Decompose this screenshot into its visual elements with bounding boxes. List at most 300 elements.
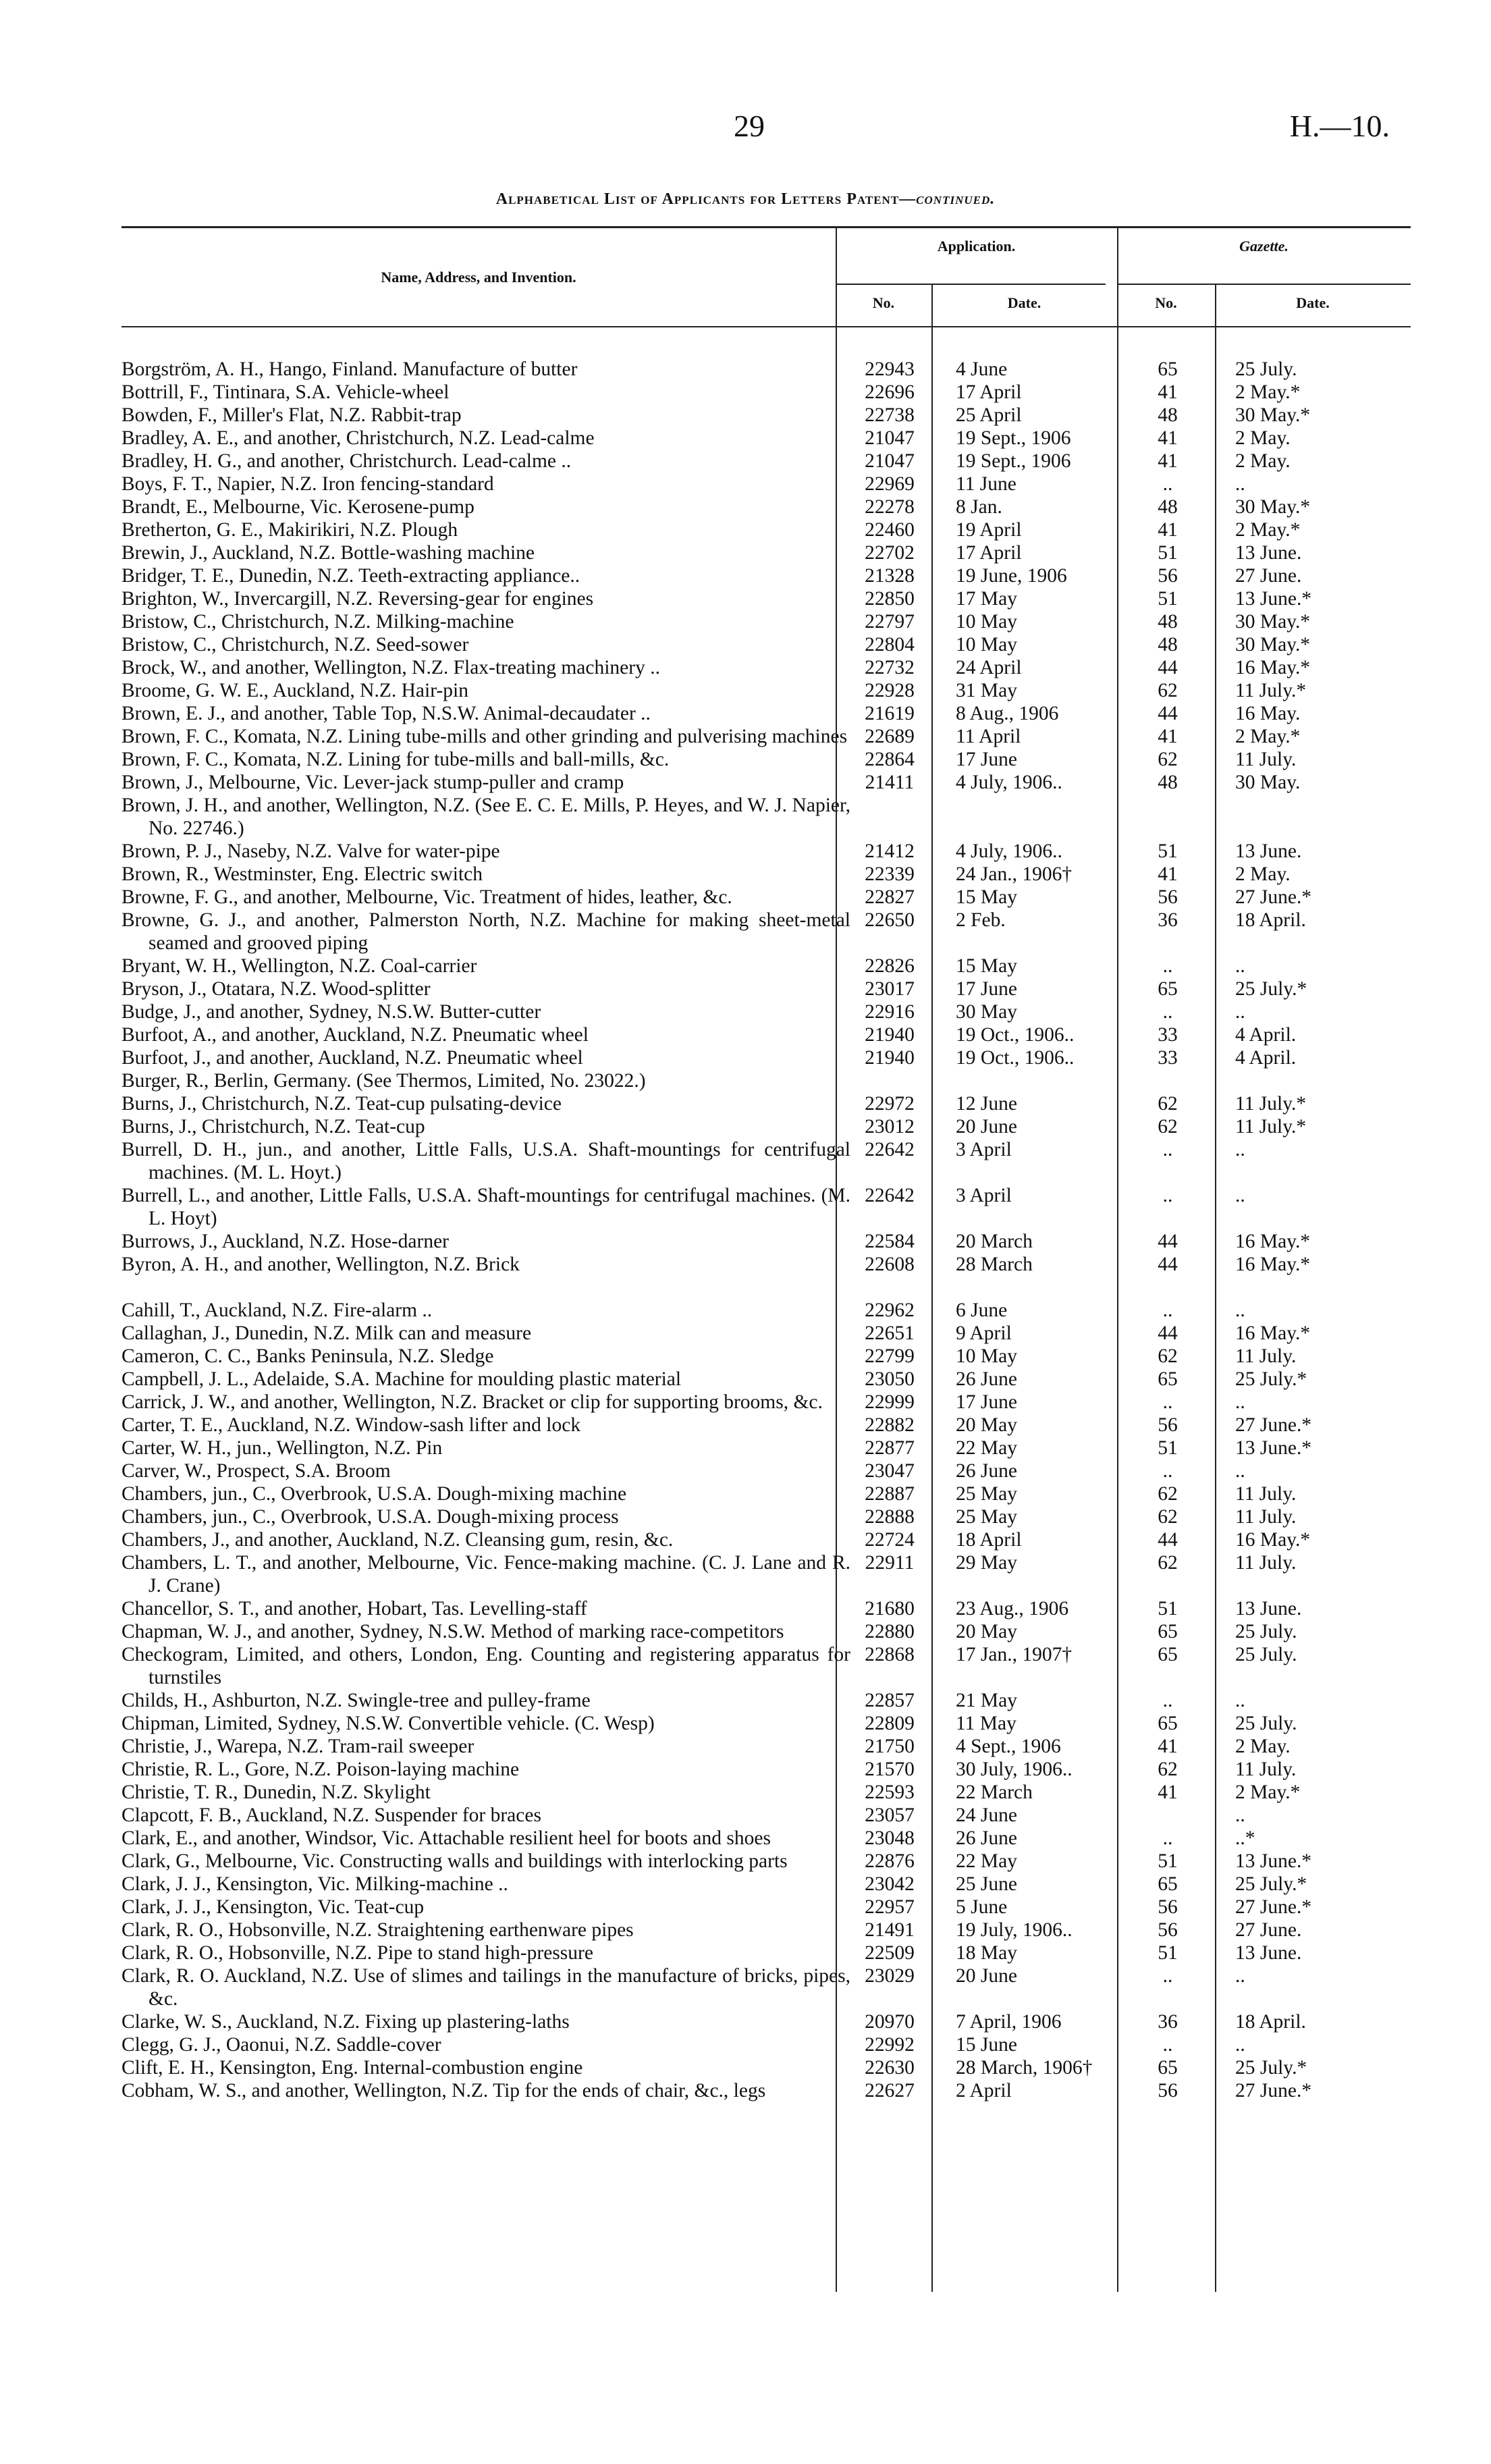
- table-row: [121, 450, 1411, 473]
- table-row: [121, 1092, 1411, 1115]
- gazette-number: 56: [1158, 1919, 1178, 1941]
- gazette-date: ..: [1235, 2034, 1245, 2056]
- header-application-date: Date.: [1007, 294, 1041, 311]
- application-number: 22992: [865, 2034, 915, 2056]
- application-number: 22738: [865, 404, 915, 426]
- application-date: 19 Oct., 1906..: [956, 1047, 1075, 1069]
- table-row: [121, 863, 1411, 886]
- gazette-date: 2 May.: [1235, 1736, 1291, 1757]
- gazette-date: 16 May.*: [1235, 1529, 1311, 1551]
- applicant-entry: Cobham, W. S., and another, Wellington, N.Z. Tip for the ends of chair, &c., legs: [121, 2080, 766, 2101]
- applicant-entry: Clark, G., Melbourne, Vic. Constructing walls and buildings with interlocking parts: [121, 1850, 788, 1872]
- application-number: 22857: [865, 1690, 915, 1711]
- application-date: 19 April: [956, 519, 1022, 541]
- table-row: [121, 633, 1411, 656]
- application-number: 22584: [865, 1231, 915, 1252]
- gazette-number: 48: [1158, 772, 1178, 793]
- application-number: 22278: [865, 496, 915, 518]
- applicant-entry: Clark, R. O., Hobsonville, N.Z. Straightening earthenware pipes: [121, 1919, 634, 1941]
- application-date: 20 June: [956, 1965, 1017, 1987]
- table-row: [121, 1551, 1411, 1597]
- application-number: 21412: [865, 840, 915, 862]
- application-number: 22957: [865, 1896, 915, 1918]
- applicant-entry: Brown, R., Westminster, Eng. Electric switch: [121, 863, 483, 885]
- gazette-date: 2 May.: [1235, 427, 1291, 449]
- application-date: 24 June: [956, 1804, 1017, 1826]
- application-number: 22999: [865, 1391, 915, 1413]
- table-row: [121, 610, 1411, 633]
- application-number: 21047: [865, 450, 915, 472]
- applicant-entry: Chambers, L. T., and another, Melbourne, Vic. Fence-making machine. (C. J. Lane and R. J. Crane): [121, 1552, 850, 1597]
- application-number: 23050: [865, 1368, 915, 1390]
- applicant-entry: Bristow, C., Christchurch, N.Z. Seed-sower: [121, 634, 469, 655]
- gazette-number: 41: [1158, 519, 1178, 541]
- table-row: [121, 564, 1411, 587]
- applicant-entry: Clift, E. H., Kensington, Eng. Internal-combustion engine: [121, 2057, 583, 2079]
- applicant-entry: Burns, J., Christchurch, N.Z. Teat-cup: [121, 1116, 425, 1137]
- application-date: 31 May: [956, 680, 1017, 701]
- application-number: 22732: [865, 657, 915, 678]
- gazette-date: 30 May.: [1235, 772, 1301, 793]
- gazette-date: ..*: [1235, 1827, 1255, 1849]
- application-date: 24 April: [956, 657, 1022, 678]
- header-application-no: No.: [872, 294, 895, 311]
- application-number: 22962: [865, 1300, 915, 1321]
- table-row: [121, 1758, 1411, 1781]
- applicant-entry: Brown, E. J., and another, Table Top, N.S.W. Animal-decaudater ..: [121, 703, 651, 724]
- applicant-entry: Carrick, J. W., and another, Wellington, N.Z. Bracket or clip for supporting brooms, &c.: [121, 1391, 823, 1413]
- applicant-entry: Clarke, W. S., Auckland, N.Z. Fixing up plastering-laths: [121, 2011, 570, 2033]
- gazette-number: ..: [1162, 1690, 1173, 1711]
- applicant-entry: Burrell, L., and another, Little Falls, U.S.A. Shaft-mountings for centrifugal machines. (M. L. Hoyt): [121, 1185, 850, 1229]
- application-number: 22876: [865, 1850, 915, 1872]
- table-row: [121, 496, 1411, 518]
- applicant-entry: Brown, F. C., Komata, N.Z. Lining tube-mills and other grinding and pulverising machines: [121, 726, 848, 747]
- application-number: 23042: [865, 1873, 915, 1895]
- table-row: [121, 1964, 1411, 2010]
- application-number: 22887: [865, 1483, 915, 1505]
- gazette-date: 2 May.*: [1235, 519, 1301, 541]
- applicant-entry: Clapcott, F. B., Auckland, N.Z. Suspender for braces: [121, 1804, 541, 1826]
- header-top-rule: [121, 226, 1411, 228]
- table-row: [121, 1459, 1411, 1482]
- gazette-date: 25 July.*: [1235, 978, 1307, 1000]
- application-number: 22724: [865, 1529, 915, 1551]
- application-number: 22877: [865, 1437, 915, 1459]
- applicant-entry: Burfoot, J., and another, Auckland, N.Z. Pneumatic wheel: [121, 1047, 583, 1069]
- applicant-entry: Browne, G. J., and another, Palmerston North, N.Z. Machine for making sheet-metal seamed and grooved piping: [121, 909, 850, 954]
- table-row: [121, 1046, 1411, 1069]
- gazette-number: 65: [1158, 2057, 1178, 2079]
- applicant-entry: Christie, J., Warepa, N.Z. Tram-rail sweeper: [121, 1736, 475, 1757]
- application-date: 15 June: [956, 2034, 1017, 2056]
- gazette-date: 2 May.*: [1235, 381, 1301, 403]
- applicant-entry: Clark, R. O., Hobsonville, N.Z. Pipe to stand high-pressure: [121, 1942, 593, 1964]
- application-number: 22969: [865, 473, 915, 495]
- applicant-entry: Borgström, A. H., Hango, Finland. Manufacture of butter: [121, 358, 578, 380]
- gazette-number: 48: [1158, 404, 1178, 426]
- applicant-entry: Clark, R. O. Auckland, N.Z. Use of slimes and tailings in the manufacture of bricks, pipes, &c.: [121, 1965, 850, 2010]
- application-date: 30 May: [956, 1001, 1017, 1023]
- gazette-date: 2 May.*: [1235, 726, 1301, 747]
- table-row: [121, 1804, 1411, 1827]
- application-number: 22804: [865, 634, 915, 655]
- gazette-date: 25 July.: [1235, 1621, 1297, 1642]
- application-date: 6 June: [956, 1300, 1008, 1321]
- table-row: [121, 2033, 1411, 2056]
- application-number: 22702: [865, 542, 915, 564]
- gazette-number: 56: [1158, 886, 1178, 908]
- application-date: 17 May: [956, 588, 1017, 610]
- application-number: 23029: [865, 1965, 915, 1987]
- header-rule-gazette: [1117, 284, 1411, 285]
- application-date: 19 Sept., 1906: [956, 450, 1071, 472]
- application-number: 21940: [865, 1024, 915, 1046]
- applicant-entry: Chambers, J., and another, Auckland, N.Z. Cleansing gum, resin, &c.: [121, 1529, 674, 1551]
- table-row: [121, 381, 1411, 404]
- gazette-date: 25 July.*: [1235, 2057, 1307, 2079]
- gazette-date: 16 May.*: [1235, 657, 1311, 678]
- gazette-date: ..: [1235, 1804, 1245, 1826]
- gazette-date: 30 May.*: [1235, 611, 1311, 633]
- gazette-date: 13 June.: [1235, 542, 1302, 564]
- gazette-number: 44: [1158, 1529, 1178, 1551]
- gazette-number: 56: [1158, 2080, 1178, 2101]
- gazette-date: 25 July.: [1235, 358, 1297, 380]
- application-date: 25 June: [956, 1873, 1017, 1895]
- gazette-date: ..: [1235, 1185, 1245, 1206]
- table-row: [121, 955, 1411, 977]
- table-row: [121, 748, 1411, 771]
- table-row: [121, 1482, 1411, 1505]
- applicant-entry: Cahill, T., Auckland, N.Z. Fire-alarm ..: [121, 1300, 433, 1321]
- gazette-number: 41: [1158, 1736, 1178, 1757]
- application-date: 26 June: [956, 1827, 1017, 1849]
- gazette-date: 11 July.: [1235, 1345, 1297, 1367]
- applicant-entry: Brock, W., and another, Wellington, N.Z. Flax-treating machinery ..: [121, 657, 660, 678]
- gazette-date: ..: [1235, 1391, 1245, 1413]
- applicant-entry: Brandt, E., Melbourne, Vic. Kerosene-pump: [121, 496, 475, 518]
- gazette-date: 2 May.: [1235, 450, 1291, 472]
- gazette-number: ..: [1162, 1300, 1173, 1321]
- gazette-date: 11 July.: [1235, 1552, 1297, 1574]
- gazette-date: ..: [1235, 1300, 1245, 1321]
- gazette-number: 51: [1158, 542, 1178, 564]
- application-date: 3 April: [956, 1185, 1012, 1206]
- applicant-entry: Brighton, W., Invercargill, N.Z. Reversing-gear for engines: [121, 588, 594, 610]
- applicant-entry: Chambers, jun., C., Overbrook, U.S.A. Dough-mixing process: [121, 1506, 619, 1528]
- gazette-date: ..: [1235, 1965, 1245, 1987]
- table-row: [121, 1781, 1411, 1804]
- applicant-entry: Bryant, W. H., Wellington, N.Z. Coal-carrier: [121, 955, 477, 977]
- application-date: 10 May: [956, 1345, 1017, 1367]
- table-row: [121, 427, 1411, 450]
- gazette-number: 44: [1158, 1322, 1178, 1344]
- gazette-date: 27 June.: [1235, 565, 1302, 587]
- application-number: 22850: [865, 588, 915, 610]
- gazette-number: ..: [1162, 1965, 1173, 1987]
- applicant-entry: Bristow, C., Christchurch, N.Z. Milking-machine: [121, 611, 514, 633]
- gazette-date: 11 July.*: [1235, 1116, 1307, 1137]
- application-date: 19 June, 1906: [956, 565, 1067, 587]
- gazette-date: ..: [1235, 1690, 1245, 1711]
- header-gazette: Gazette.: [1239, 238, 1289, 255]
- application-date: 20 May: [956, 1621, 1017, 1642]
- gazette-number: 62: [1158, 1116, 1178, 1137]
- gazette-number: 62: [1158, 1345, 1178, 1367]
- applicant-entry: Chancellor, S. T., and another, Hobart, Tas. Levelling-staff: [121, 1598, 587, 1619]
- applicant-entry: Burfoot, A., and another, Auckland, N.Z. Pneumatic wheel: [121, 1024, 589, 1046]
- application-number: 21047: [865, 427, 915, 449]
- application-number: 22689: [865, 726, 915, 747]
- application-date: 28 March: [956, 1254, 1033, 1275]
- gazette-number: 41: [1158, 450, 1178, 472]
- table-row: [121, 473, 1411, 496]
- applicant-entry: Bridger, T. E., Dunedin, N.Z. Teeth-extracting appliance..: [121, 565, 580, 587]
- gazette-number: 56: [1158, 1414, 1178, 1436]
- table-row: [121, 1689, 1411, 1712]
- gazette-date: 2 May.: [1235, 863, 1291, 885]
- gazette-number: 51: [1158, 1942, 1178, 1964]
- list-title: [0, 190, 1491, 209]
- gazette-number: 65: [1158, 1644, 1178, 1665]
- applicant-entry: Chapman, W. J., and another, Sydney, N.S.W. Method of marking race-competitors: [121, 1621, 784, 1642]
- gazette-number: 48: [1158, 496, 1178, 518]
- application-number: 22650: [865, 909, 915, 931]
- gazette-number: 51: [1158, 1598, 1178, 1619]
- application-date: 25 May: [956, 1483, 1017, 1505]
- gazette-date: 4 April.: [1235, 1024, 1297, 1046]
- gazette-date: ..: [1235, 955, 1245, 977]
- application-date: 18 April: [956, 1529, 1022, 1551]
- application-number: 21940: [865, 1047, 915, 1069]
- gazette-number: 41: [1158, 381, 1178, 403]
- application-date: 22 May: [956, 1437, 1017, 1459]
- table-row: [121, 1643, 1411, 1689]
- table-row: [121, 1414, 1411, 1437]
- application-number: 22827: [865, 886, 915, 908]
- application-date: 12 June: [956, 1093, 1017, 1115]
- application-number: 22460: [865, 519, 915, 541]
- gazette-date: 13 June.: [1235, 1598, 1302, 1619]
- application-date: 25 May: [956, 1506, 1017, 1528]
- gazette-date: 13 June.*: [1235, 1850, 1312, 1872]
- table-row: [121, 1620, 1411, 1643]
- applicant-list: [121, 358, 1411, 2102]
- application-number: 21411: [865, 772, 915, 793]
- applicant-entry: Bradley, A. E., and another, Christchurch, N.Z. Lead-calme: [121, 427, 595, 449]
- header-gazette-date: Date.: [1296, 294, 1330, 311]
- gazette-number: ..: [1162, 473, 1173, 495]
- gazette-date: ..: [1235, 1001, 1245, 1023]
- application-date: 21 May: [956, 1690, 1017, 1711]
- gazette-number: 36: [1158, 909, 1178, 931]
- application-date: 24 Jan., 1906†: [956, 863, 1073, 885]
- applicant-entry: Clark, J. J., Kensington, Vic. Teat-cup: [121, 1896, 425, 1918]
- table-row: [121, 702, 1411, 725]
- gazette-number: 62: [1158, 749, 1178, 770]
- table-row: [121, 1597, 1411, 1620]
- application-number: 22651: [865, 1322, 915, 1344]
- gazette-number: 51: [1158, 1437, 1178, 1459]
- gazette-number: 62: [1158, 1483, 1178, 1505]
- application-number: 21328: [865, 565, 915, 587]
- applicant-entry: Clark, J. J., Kensington, Vic. Milking-machine ..: [121, 1873, 508, 1895]
- header-bottom-rule: [121, 326, 1411, 327]
- applicant-entry: Burrell, D. H., jun., and another, Little Falls, U.S.A. Shaft-mountings for centrifugal machines. (M. L. Hoyt.): [121, 1139, 850, 1183]
- gazette-date: 11 July.: [1235, 1483, 1297, 1505]
- applicant-entry: Campbell, J. L., Adelaide, S.A. Machine for moulding plastic material: [121, 1368, 682, 1390]
- applicant-entry: Checkogram, Limited, and others, London, Eng. Counting and registering apparatus for turnstiles: [121, 1644, 850, 1688]
- gazette-date: ..: [1235, 473, 1245, 495]
- gazette-number: ..: [1162, 1185, 1173, 1206]
- application-number: 22608: [865, 1254, 915, 1275]
- application-date: 7 April, 1906: [956, 2011, 1062, 2033]
- gazette-number: 65: [1158, 1873, 1178, 1895]
- application-number: 22593: [865, 1782, 915, 1803]
- application-date: 4 June: [956, 358, 1008, 380]
- gazette-number: 41: [1158, 1782, 1178, 1803]
- applicant-entry: Clark, E., and another, Windsor, Vic. Attachable resilient heel for boots and shoes: [121, 1827, 771, 1849]
- gazette-date: 30 May.*: [1235, 496, 1311, 518]
- application-number: 23048: [865, 1827, 915, 1849]
- applicant-entry: Burrows, J., Auckland, N.Z. Hose-darner: [121, 1231, 450, 1252]
- application-number: 21491: [865, 1919, 915, 1941]
- gazette-number: 41: [1158, 726, 1178, 747]
- table-row: [121, 1528, 1411, 1551]
- list-title-main: Alphabetical List of Applicants for Letters Patent—: [495, 190, 917, 208]
- applicant-entry: Browne, F. G., and another, Melbourne, Vic. Treatment of hides, leather, &c.: [121, 886, 732, 908]
- application-date: 19 July, 1906..: [956, 1919, 1073, 1941]
- gazette-number: 51: [1158, 588, 1178, 610]
- application-number: 21750: [865, 1736, 915, 1757]
- gazette-number: ..: [1162, 1827, 1173, 1849]
- application-date: 19 Oct., 1906..: [956, 1024, 1075, 1046]
- applicant-entry: Bretherton, G. E., Makirikiri, N.Z. Plough: [121, 519, 458, 541]
- application-number: 22826: [865, 955, 915, 977]
- gazette-number: 65: [1158, 358, 1178, 380]
- applicant-entry: Cameron, C. C., Banks Peninsula, N.Z. Sledge: [121, 1345, 494, 1367]
- applicant-entry: Bottrill, F., Tintinara, S.A. Vehicle-wheel: [121, 381, 450, 403]
- application-date: 23 Aug., 1906: [956, 1598, 1069, 1619]
- table-row: [121, 1391, 1411, 1414]
- table-row: [121, 1505, 1411, 1528]
- applicant-entry: Brown, J., Melbourne, Vic. Lever-jack stump-puller and cramp: [121, 772, 624, 793]
- gazette-date: 16 May.*: [1235, 1254, 1311, 1275]
- applicant-entry: Broome, G. W. E., Auckland, N.Z. Hair-pin: [121, 680, 468, 701]
- application-number: 22943: [865, 358, 915, 380]
- gazette-number: 44: [1158, 657, 1178, 678]
- table-row: [121, 1919, 1411, 1941]
- gazette-date: 27 June.*: [1235, 1896, 1312, 1918]
- gazette-number: ..: [1162, 955, 1173, 977]
- table-row: [121, 2056, 1411, 2079]
- application-date: 4 July, 1906..: [956, 840, 1062, 862]
- table-row: [121, 404, 1411, 427]
- gazette-number: 65: [1158, 1368, 1178, 1390]
- table-row: [121, 1230, 1411, 1253]
- gazette-date: 30 May.*: [1235, 634, 1311, 655]
- application-date: 22 May: [956, 1850, 1017, 1872]
- application-date: 10 May: [956, 634, 1017, 655]
- gazette-number: 62: [1158, 1552, 1178, 1574]
- application-number: 22911: [865, 1552, 915, 1574]
- application-number: 22696: [865, 381, 915, 403]
- application-number: 21570: [865, 1759, 915, 1780]
- table-row: [121, 840, 1411, 863]
- applicant-entry: Budge, J., and another, Sydney, N.S.W. Butter-cutter: [121, 1001, 541, 1023]
- gazette-date: 13 June.*: [1235, 588, 1312, 610]
- table-row: [121, 1069, 1411, 1092]
- table-row: [121, 1873, 1411, 1896]
- gazette-date: 2 May.*: [1235, 1782, 1301, 1803]
- application-number: 22928: [865, 680, 915, 701]
- applicant-entry: Byron, A. H., and another, Wellington, N.Z. Brick: [121, 1254, 520, 1275]
- application-date: 20 June: [956, 1116, 1017, 1137]
- header-application: Application.: [937, 238, 1016, 255]
- application-date: 22 March: [956, 1782, 1033, 1803]
- gazette-number: 44: [1158, 1231, 1178, 1252]
- header-rule-application: [836, 284, 1106, 285]
- gazette-date: 4 April.: [1235, 1047, 1297, 1069]
- list-title-continued: continued.: [916, 190, 996, 208]
- table-row: [121, 1896, 1411, 1919]
- gazette-date: 11 July.: [1235, 1759, 1297, 1780]
- gazette-number: ..: [1162, 1391, 1173, 1413]
- application-number: 22864: [865, 749, 915, 770]
- application-date: 9 April: [956, 1322, 1012, 1344]
- applicant-entry: Childs, H., Ashburton, N.Z. Swingle-tree and pulley-frame: [121, 1690, 591, 1711]
- gazette-number: 56: [1158, 565, 1178, 587]
- table-row: [121, 886, 1411, 909]
- gazette-date: 11 July.*: [1235, 680, 1307, 701]
- gazette-date: 16 May.*: [1235, 1322, 1311, 1344]
- table-row: [121, 1712, 1411, 1735]
- table-row: [121, 1253, 1411, 1276]
- application-date: 17 June: [956, 978, 1017, 1000]
- application-date: 8 Jan.: [956, 496, 1002, 518]
- application-number: 21619: [865, 703, 915, 724]
- gazette-date: 27 June.: [1235, 1919, 1302, 1941]
- application-date: 17 June: [956, 749, 1017, 770]
- applicant-entry: Brewin, J., Auckland, N.Z. Bottle-washing machine: [121, 542, 535, 564]
- gazette-number: 65: [1158, 978, 1178, 1000]
- gazette-number: 62: [1158, 1093, 1178, 1115]
- table-row: [121, 1322, 1411, 1345]
- table-row: [121, 1184, 1411, 1230]
- gazette-date: 25 July.: [1235, 1644, 1297, 1665]
- application-date: 25 April: [956, 404, 1022, 426]
- gazette-date: 18 April.: [1235, 2011, 1306, 2033]
- applicant-entry: Chipman, Limited, Sydney, N.S.W. Convertible vehicle. (C. Wesp): [121, 1713, 655, 1734]
- table-row: [121, 1827, 1411, 1850]
- table-row: [121, 771, 1411, 794]
- application-date: 19 Sept., 1906: [956, 427, 1071, 449]
- application-date: 11 June: [956, 473, 1016, 495]
- table-row: [121, 541, 1411, 564]
- gazette-number: 33: [1158, 1047, 1178, 1069]
- applicant-entry: Boys, F. T., Napier, N.Z. Iron fencing-standard: [121, 473, 494, 495]
- applicant-entry: Christie, R. L., Gore, N.Z. Poison-laying machine: [121, 1759, 520, 1780]
- gazette-date: 27 June.*: [1235, 2080, 1312, 2101]
- table-row: [121, 1368, 1411, 1391]
- table-row: [121, 1345, 1411, 1368]
- applicant-entry: Callaghan, J., Dunedin, N.Z. Milk can and measure: [121, 1322, 532, 1344]
- gazette-number: ..: [1162, 2034, 1173, 2056]
- application-number: 22809: [865, 1713, 915, 1734]
- gazette-date: 11 July.: [1235, 1506, 1297, 1528]
- gazette-date: 11 July.*: [1235, 1093, 1307, 1115]
